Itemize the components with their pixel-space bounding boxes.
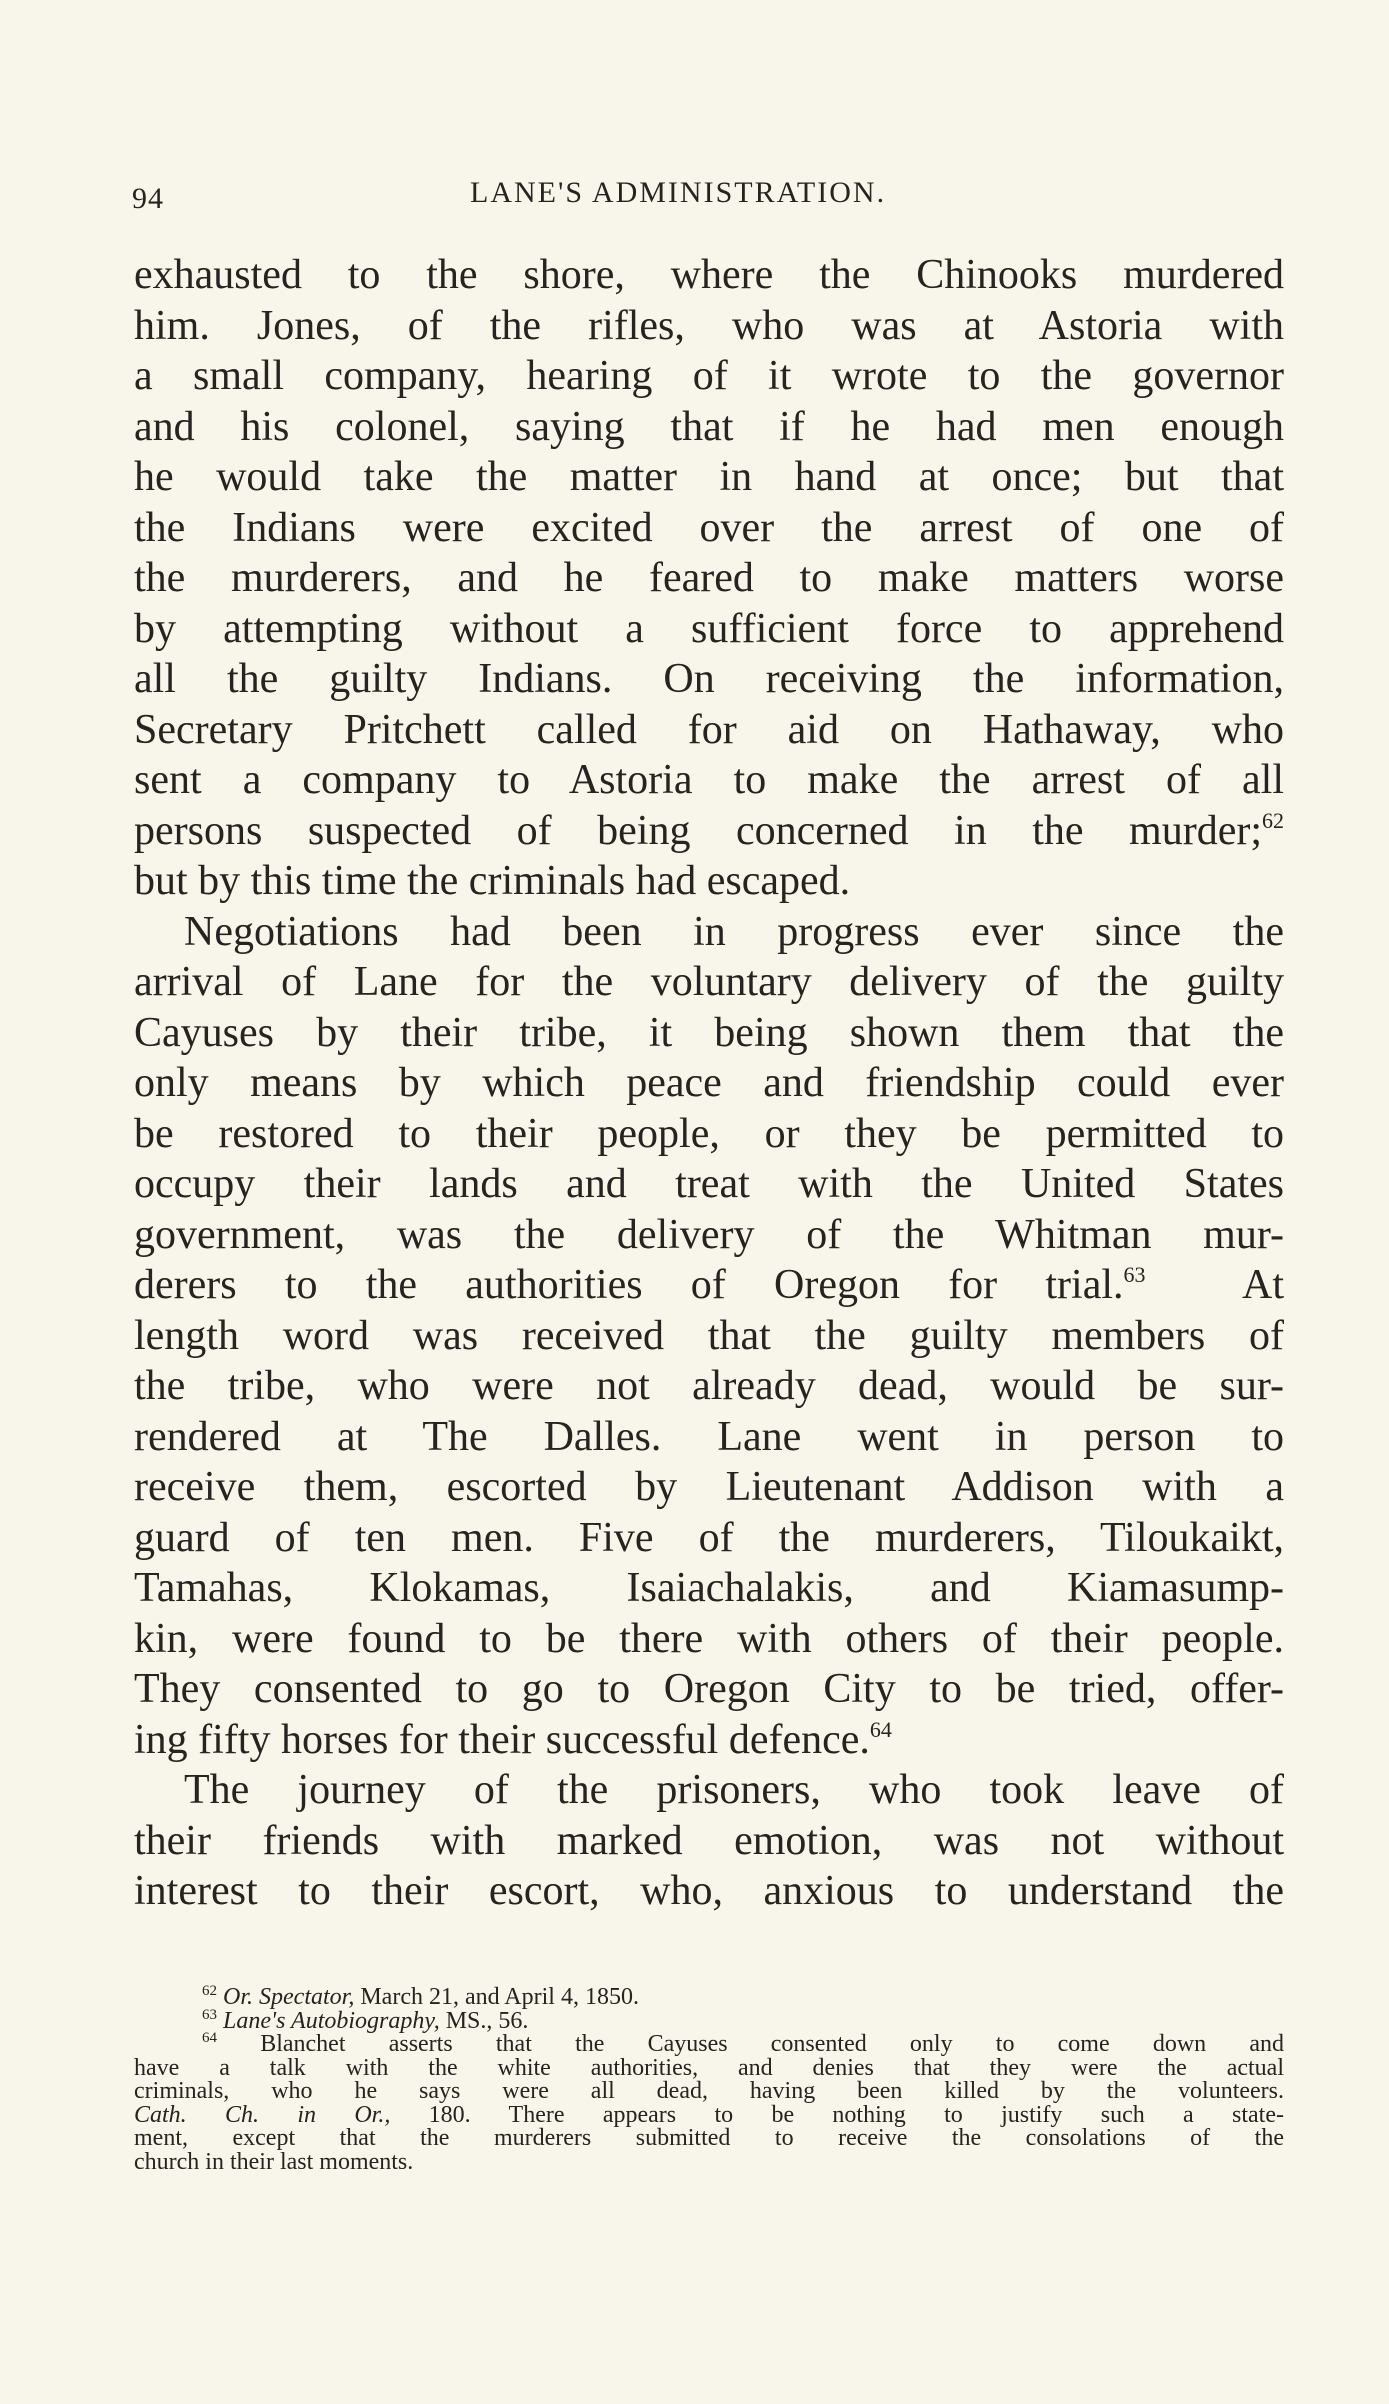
text-line: receive them, escorted by Lieutenant Addison with a (134, 1464, 1284, 1510)
text-segment: At (1242, 1262, 1284, 1308)
footnote-text: 180. There appears to be nothing to justify such a state- (428, 2101, 1284, 2128)
text-line: They consented to go to Oregon City to be tried, offer- (134, 1666, 1284, 1712)
footnote-63 (134, 2006, 1284, 2034)
text-line: but by this time the criminals had escaped. (134, 858, 851, 904)
text-line: a small company, hearing of it wrote to the governor (134, 353, 1284, 399)
text-segment: persons suspected of being concerned in the murder; (134, 807, 1262, 854)
text-line: the tribe, who were not already dead, would be sur- (134, 1363, 1284, 1409)
body-text (134, 250, 1284, 1917)
text-line-with-note (134, 806, 1284, 857)
text-line: he would take the matter in hand at once; but that (134, 454, 1284, 500)
text-line: only means by which peace and friendship could ever (134, 1060, 1284, 1106)
text-line: be restored to their people, or they be permitted to (134, 1110, 1284, 1157)
page-number: 94 (132, 182, 164, 215)
text-line: Secretary Pritchett called for aid on Hathaway, who (134, 706, 1284, 753)
footnote-mark: 62 (202, 1983, 217, 1999)
text-line: by attempting without a sufficient force to apprehend (134, 605, 1284, 652)
text-line-with-note (134, 1715, 1284, 1766)
footnote-ref-63[interactable]: 63 (1123, 1262, 1146, 1287)
page-header (132, 176, 1282, 220)
running-head: LANE'S ADMINISTRATION. (470, 176, 887, 209)
text-line: rendered at The Dalles. Lane went in person to (134, 1413, 1284, 1460)
footnote-line (134, 2101, 1284, 2128)
text-line: government, was the delivery of the Whitman mur- (134, 1211, 1284, 1258)
footnote-text: Blanchet asserts that the Cayuses consented only to come down and (260, 2031, 1285, 2057)
footnote-line: criminals, who he says were all dead, having been killed by the volunteers. (134, 2078, 1284, 2104)
footnote-source: Lane's Autobiography, (223, 2007, 440, 2034)
text-line: guard of ten men. Five of the murderers, Tiloukaikt, (134, 1514, 1284, 1561)
text-line: him. Jones, of the rifles, who was at Astoria with (134, 302, 1284, 349)
text-line: sent a company to Astoria to make the arrest of all (134, 757, 1284, 803)
footnote-64 (134, 2030, 1285, 2057)
footnote-mark: 64 (202, 2030, 217, 2046)
text-line: arrival of Lane for the voluntary delivery of the guilty (134, 959, 1284, 1005)
text-segment: derers to the authorities of Oregon for trial. (134, 1262, 1124, 1308)
footnote-mark: 63 (202, 2006, 217, 2023)
text-line: occupy their lands and treat with the United States (134, 1161, 1284, 1207)
text-line: their friends with marked emotion, was not without (134, 1817, 1284, 1864)
footnotes (134, 1983, 1285, 2175)
footnote-line: ment, except that the murderers submitted to receive the consolations of the (134, 2125, 1284, 2151)
footnote-text: March 21, and April 4, 1850. (360, 1984, 639, 2010)
footnote-text: MS., 56. (445, 2007, 529, 2034)
footnote-source: Or. Spectator, (223, 1984, 355, 2010)
paragraph-start-line: The journey of the prisoners, who took leave of (184, 1767, 1284, 1813)
footnote-source: Cath. Ch. in Or., (134, 2101, 391, 2128)
footnote-line: church in their last moments. (134, 2148, 414, 2175)
footnote-line: have a talk with the white authorities, and denies that they were the actual (134, 2054, 1284, 2081)
text-line: all the guilty Indians. On receiving the information, (134, 656, 1284, 702)
text-line: the Indians were excited over the arrest of one of (134, 504, 1284, 551)
text-line: the murderers, and he feared to make matters worse (134, 555, 1284, 601)
text-line: interest to their escort, who, anxious to understand the (134, 1868, 1284, 1914)
text-line: kin, were found to be there with others of their people. (134, 1615, 1284, 1662)
text-line: Tamahas, Klokamas, Isaiachalakis, and Kiamasump- (134, 1565, 1284, 1611)
text-line: and his colonel, saying that if he had men enough (134, 403, 1284, 450)
paragraph-start-line: Negotiations had been in progress ever since the (184, 908, 1284, 955)
text-segment: ing fifty horses for their successful defence. (134, 1716, 870, 1763)
text-line: exhausted to the shore, where the Chinooks murdered (134, 252, 1284, 298)
text-line: length word was received that the guilty members of (134, 1312, 1284, 1359)
footnote-62 (134, 1983, 1284, 2010)
text-line: Cayuses by their tribe, it being shown them that the (134, 1009, 1284, 1056)
footnote-ref-62[interactable]: 62 (1262, 807, 1284, 833)
text-line-with-note (134, 1260, 1284, 1311)
footnote-ref-64[interactable]: 64 (869, 1716, 892, 1742)
